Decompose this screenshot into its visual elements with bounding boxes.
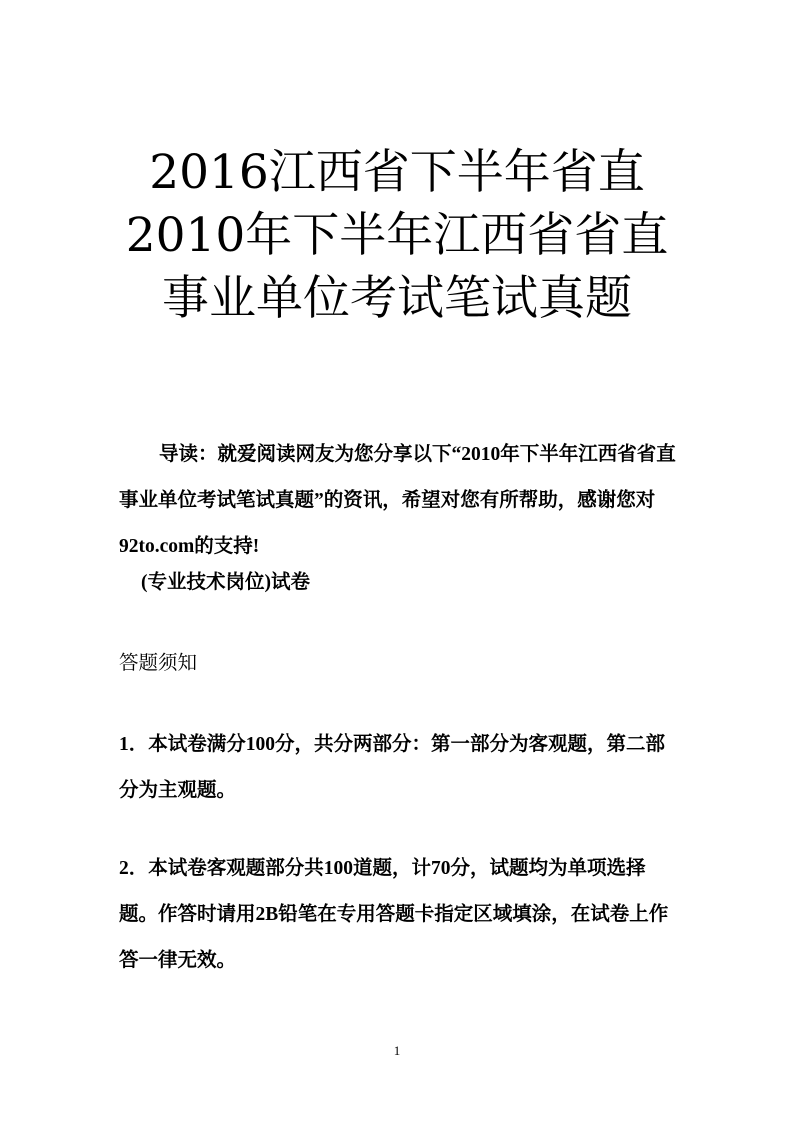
notice-item-2: 2．本试卷客观题部分共100道题，计70分，试题均为单项选择题。作答时请用2B铅笔在专用答题卡指定区域填涂，在试卷上作答一律无效。 — [119, 858, 669, 971]
title-line-2: 2010年下半年江西省省直 — [125, 208, 669, 263]
exam-section-type: (专业技术岗位)试卷 — [141, 572, 310, 593]
title-line-3: 事业单位考试笔试真题 — [162, 271, 632, 326]
title-line-1: 2016江西省下半年省直 — [149, 145, 645, 200]
document-title — [0, 141, 794, 330]
page-number: 1 — [393, 1043, 401, 1058]
notice-heading: 答题须知 — [119, 653, 198, 674]
intro-paragraph: 导读：就爱阅读网友为您分享以下“2010年下半年江西省省直事业单位考试笔试真题”的资讯，希望对您有所帮助，感谢您对92to.com的支持! — [119, 444, 676, 557]
notice-item-1: 1．本试卷满分100分，共分两部分：第一部分为客观题，第二部分为主观题。 — [119, 734, 666, 801]
